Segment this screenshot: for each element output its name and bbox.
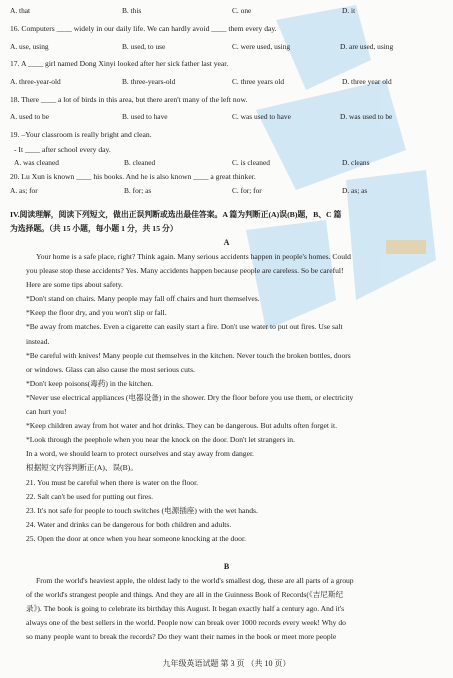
question-22: 22. Salt can't be used for putting out fires. [26,491,154,501]
passage-b-body [26,574,438,644]
q19-option-c: C. is cleaned [232,158,270,167]
q17-option-a: A. three-year-old [10,77,61,86]
passage-a-line: or windows. Glass can also cause the most serious cuts. [26,364,195,374]
passage-b-line: so many people want to break the records? Do they want their names in the book or meet more people [26,632,337,642]
question-21: 21. You must be careful when there is water on the floor. [26,477,199,487]
q19-option-d: D. cleans [342,158,370,167]
section-heading-line2: 为选择题。（共 15 小题，每小题 1 分，共 15 分） [10,224,178,233]
question-24: 24. Water and drinks can be dangerous for both children and adults. [26,519,232,529]
passage-b-line: 录》). The book is going to celebrate its birthday this August. It began exactly half a century ago. And it's [26,604,345,614]
passage-a-line: Here are some tips about safety. [26,280,123,290]
passage-a-line: *Don't stand on chairs. Many people may fall off chairs and hurt themselves. [26,294,260,304]
q19-stem-line2: - It ____ after school every day. [14,145,111,154]
q18-option-d: D. was used to be [340,112,393,121]
q16-stem: 16. Computers ____ widely in our daily life. We can hardly avoid ____ them every day. [10,24,277,33]
q20-option-d: D. as; as [342,186,368,195]
passage-b-line: of the world's strangest people and things. And they are all in the Guinness Book of Records(《吉尼斯纪 [26,590,344,600]
passage-a-line: Your home is a safe place, right? Think again. Many serious accidents happen in people's homes. Could [36,252,351,261]
q19-option-b: B. cleaned [124,158,156,167]
passage-b-line: always one of the best sellers in the world. People now can break over 1000 records every week! Why do [26,618,346,628]
q18-option-b: B. used to have [122,112,168,121]
passage-a-label: A [223,238,230,247]
passage-a-line: *Keep the floor dry, and you won't slip or fall. [26,308,167,318]
q20-option-b: B. for; as [124,186,152,195]
q16-option-a: A. use, using [10,42,49,51]
q17-option-d: D. three year old [342,77,392,86]
passage-a-line: instead. [26,336,50,346]
q18-option-c: C. was used to have [232,112,291,121]
passage-a-line: *Never use electrical appliances (电器设备) in the shower. Dry the floor before you use them, or electricity [26,392,354,402]
passage-a-body [26,250,438,546]
q15-option-d: D. it [342,6,356,15]
passage-a-line: *Keep children away from hot water and hot drinks. They can be dangerous. But adults often forget it. [26,421,337,431]
q17-stem: 17. A ____ girl named Dong Xinyi looked after her sick father last year. [10,59,229,68]
q16-option-d: D. are used, using [340,42,394,51]
q18-stem: 18. There ____ a lot of birds in this area, but there aren't many of the left now. [10,95,248,104]
q16-option-c: C. were used, using [232,42,291,51]
q17-option-c: C. three years old [232,77,285,86]
q17-option-b: B. three-years-old [122,77,176,86]
passage-a-line: *Be careful with knives! Many people cut themselves in the kitchen. Never touch the broken bottles, doors [26,350,351,360]
passage-a-line: *Don't keep poisons(毒药) in the kitchen. [26,378,154,388]
q15-option-b: B. this [122,6,142,15]
question-25: 25. Open the door at once when you hear someone knocking at the door. [26,533,246,543]
passage-a-line: *Be away from matches. Even a cigarette can easily start a fire. Don't use water to put out fires. Use salt [26,322,343,332]
passage-a-line: can hurt you! [26,407,67,417]
question-23: 23. It's not safe for people to touch switches (电源插座) with the wet hands. [26,505,258,515]
passage-a-line: you please stop these accidents? Yes. Many accidents happen because people are careless. So be careful! [26,266,344,276]
page-footer: 九年级英语试题 第 3 页 （共 10 页） [162,659,291,668]
q20-stem: 20. Lu Xun is known ____ his books. And he is also known ____ a great thinker. [10,172,256,181]
passage-b-label: B [223,562,230,571]
passage-a-line: 根据短文内容判断正(A)、误(B)。 [26,463,138,473]
q16-option-b: B. used, to use [122,42,166,51]
q20-option-c: C. for; for [232,186,262,195]
q19-stem-line1: 19. –Your classroom is really bright and clean. [10,130,152,139]
q20-option-a: A. as; for [10,186,38,195]
passage-b-line: From the world's heaviest apple, the oldest lady to the world's smallest dog, these are all parts of a group [36,576,354,585]
passage-a-line: *Look through the peephole when you near the knock on the door. Don't let strangers in. [26,435,295,445]
q18-option-a: A. used to be [10,112,49,121]
section-heading-line1: IV.阅读理解，阅读下列短文，做出正误判断或选出最佳答案。A 篇为判断正(A)误(B)题，B、C 篇 [10,210,342,219]
passage-a-line: In a word, we should learn to protect ourselves and stay away from danger. [26,449,254,459]
q19-option-a: A. was cleaned [14,158,59,167]
q15-option-c: C. one [232,6,252,15]
q15-option-a: A. that [10,6,31,15]
